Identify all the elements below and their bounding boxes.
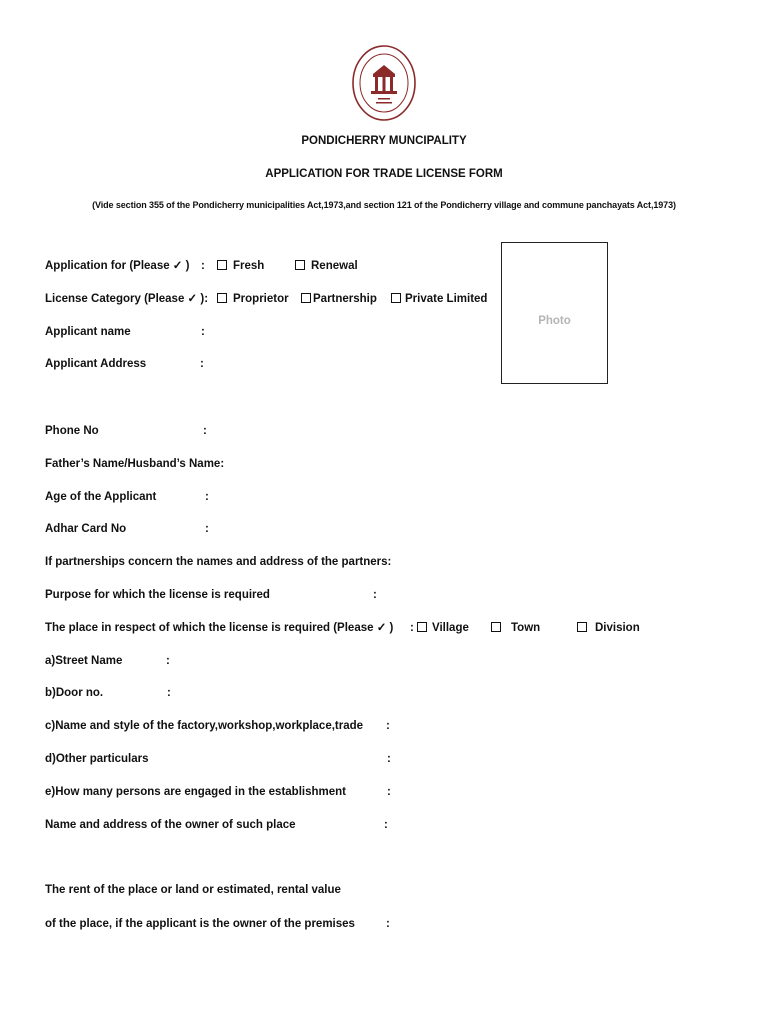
- adhar-colon: :: [205, 523, 209, 535]
- village-checkbox[interactable]: [417, 622, 427, 632]
- proprietor-checkbox[interactable]: [217, 293, 227, 303]
- rent-line-1-label: The rent of the place or land or estimated, rental value: [45, 884, 341, 896]
- rent-line-1-row: [45, 882, 445, 898]
- legal-reference-note: (Vide section 355 of the Pondicherry municipalities Act,1973,and section 121 of the Pondicherry village and commune panchayats Act,1973): [92, 200, 676, 210]
- owner-label: Name and address of the owner of such place: [45, 819, 296, 831]
- form-title: PONDICHERRY MUNCIPALITY: [301, 135, 467, 147]
- town-label: Town: [511, 622, 541, 634]
- purpose-row[interactable]: [45, 587, 445, 603]
- factory-style-label: c)Name and style of the factory,workshop,workplace,trade: [45, 720, 364, 732]
- applicant-address-label: Applicant Address: [45, 358, 147, 370]
- door-no-row[interactable]: [45, 685, 345, 701]
- factory-style-colon: :: [386, 720, 390, 732]
- applicant-address-row[interactable]: [45, 356, 345, 372]
- applicant-name-colon: :: [201, 326, 205, 338]
- age-label: Age of the Applicant: [45, 491, 157, 503]
- photo-box[interactable]: [501, 242, 608, 384]
- license-category-row: [45, 291, 495, 307]
- proprietor-option[interactable]: [217, 291, 289, 307]
- purpose-label: Purpose for which the license is required: [45, 589, 270, 601]
- photo-placeholder-label: Photo: [538, 315, 571, 327]
- rent-line-2-row[interactable]: [45, 916, 445, 932]
- persons-engaged-row[interactable]: [45, 784, 445, 800]
- phone-no-label: Phone No: [45, 425, 99, 437]
- partners-label: If partnerships concern the names and address of the partners:: [45, 556, 392, 568]
- adhar-row[interactable]: [45, 521, 345, 537]
- age-colon: :: [205, 491, 209, 503]
- partnership-checkbox[interactable]: [301, 293, 311, 303]
- applicant-address-colon: :: [200, 358, 204, 370]
- other-particulars-colon: :: [387, 753, 391, 765]
- door-no-label: b)Door no.: [45, 687, 104, 699]
- private-limited-option[interactable]: [391, 291, 487, 307]
- purpose-colon: :: [373, 589, 377, 601]
- phone-no-colon: :: [203, 425, 207, 437]
- rent-line-2-label: of the place, if the applicant is the owner of the premises: [45, 918, 355, 930]
- applicant-name-label: Applicant name: [45, 326, 131, 338]
- renewal-label: Renewal: [311, 260, 358, 272]
- partners-row[interactable]: [45, 554, 545, 570]
- applicant-name-row[interactable]: [45, 324, 345, 340]
- street-name-label: a)Street Name: [45, 655, 123, 667]
- other-particulars-row[interactable]: [45, 751, 445, 767]
- division-checkbox[interactable]: [577, 622, 587, 632]
- age-row[interactable]: [45, 489, 345, 505]
- father-name-label: Father’s Name/Husband’s Name:: [45, 458, 225, 470]
- place-colon: :: [410, 622, 414, 634]
- persons-engaged-colon: :: [387, 786, 391, 798]
- father-name-row[interactable]: [45, 456, 445, 472]
- street-name-colon: :: [166, 655, 170, 667]
- private-limited-checkbox[interactable]: [391, 293, 401, 303]
- owner-colon: :: [384, 819, 388, 831]
- partnership-label: Partnership: [313, 293, 377, 305]
- persons-engaged-label: e)How many persons are engaged in the establishment: [45, 786, 346, 798]
- fresh-checkbox[interactable]: [217, 260, 227, 270]
- application-for-label: Application for (Please ✓ ): [45, 260, 190, 272]
- street-name-row[interactable]: [45, 653, 345, 669]
- place-row: [45, 620, 665, 636]
- phone-no-row[interactable]: [45, 423, 345, 439]
- adhar-label: Adhar Card No: [45, 523, 127, 535]
- proprietor-label: Proprietor: [233, 293, 289, 305]
- fresh-label: Fresh: [233, 260, 265, 272]
- village-option[interactable]: [417, 620, 469, 636]
- town-option[interactable]: [491, 620, 540, 636]
- private-limited-label: Private Limited: [405, 293, 488, 305]
- renewal-checkbox[interactable]: [295, 260, 305, 270]
- town-checkbox[interactable]: [491, 622, 501, 632]
- fresh-option[interactable]: [217, 258, 264, 274]
- rent-line-2-colon: :: [386, 918, 390, 930]
- owner-row[interactable]: [45, 817, 445, 833]
- factory-style-row[interactable]: [45, 718, 445, 734]
- division-option[interactable]: [577, 620, 640, 636]
- application-for-row: [45, 258, 485, 274]
- door-no-colon: :: [167, 687, 171, 699]
- village-label: Village: [432, 622, 469, 634]
- other-particulars-label: d)Other particulars: [45, 753, 149, 765]
- place-label: The place in respect of which the license is required (Please ✓ ): [45, 622, 394, 634]
- license-category-label: License Category (Please ✓ ):: [45, 293, 209, 305]
- form-subtitle: APPLICATION FOR TRADE LICENSE FORM: [265, 168, 503, 180]
- partnership-option[interactable]: [301, 291, 377, 307]
- municipality-emblem-logo: [351, 44, 417, 122]
- division-label: Division: [595, 622, 640, 634]
- renewal-option[interactable]: [295, 258, 358, 274]
- application-for-colon: :: [201, 260, 205, 272]
